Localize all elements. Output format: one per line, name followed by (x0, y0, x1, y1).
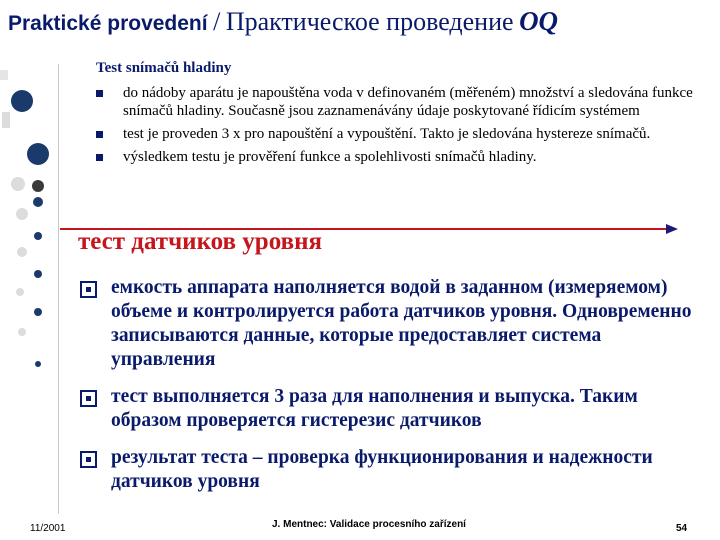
title-czech: Praktické provedení (8, 12, 208, 35)
decorative-dots (0, 60, 60, 480)
title-suffix: OQ (519, 6, 559, 36)
list-item: емкость аппарата наполняется водой в заданном (измеряемом) объеме и контролируется работа датчиков уровня. Одновременно записываются данные, которые предоставляет система управления (78, 276, 708, 372)
list-item: тест выполняется 3 раза для наполнения и выпуска. Таким образом проверяется гистерезис датчиков (78, 385, 708, 433)
square-bullet-icon (96, 131, 103, 138)
list-item: test je proveden 3 x pro napouštění a vypouštění. Takto je sledována hystereze snímačů. (96, 125, 696, 143)
vertical-rule (58, 64, 59, 514)
russian-section-heading: тест датчиков уровня (78, 228, 323, 255)
czech-section-heading: Test snímačů hladiny (96, 60, 232, 76)
checkbox-bullet-icon (80, 281, 97, 298)
footer-author: J. Mentnec: Validace procesního zařízení (272, 519, 466, 530)
list-item: результат теста – проверка функционирования и надежности датчиков уровня (78, 446, 708, 494)
title-separator: / (213, 7, 221, 36)
title-russian: Практическое проведение (225, 7, 514, 36)
footer-date: 11/2001 (30, 523, 66, 534)
checkbox-bullet-icon (80, 390, 97, 407)
square-bullet-icon (96, 90, 103, 97)
checkbox-bullet-icon (80, 451, 97, 468)
list-item: do nádoby aparátu je napouštěna voda v definovaném (měřeném) množství a sledována funkce snímačů hladiny. Současně jsou zaznamenávány údaje poskytované řídicím systémem (96, 84, 696, 120)
page-number: 54 (676, 523, 688, 534)
list-item: výsledkem testu je prověření funkce a spolehlivosti snímačů hladiny. (96, 148, 696, 166)
czech-bullet-list (96, 84, 696, 171)
russian-bullet-list (78, 276, 708, 507)
square-bullet-icon (96, 154, 103, 161)
slide-title (8, 6, 558, 39)
